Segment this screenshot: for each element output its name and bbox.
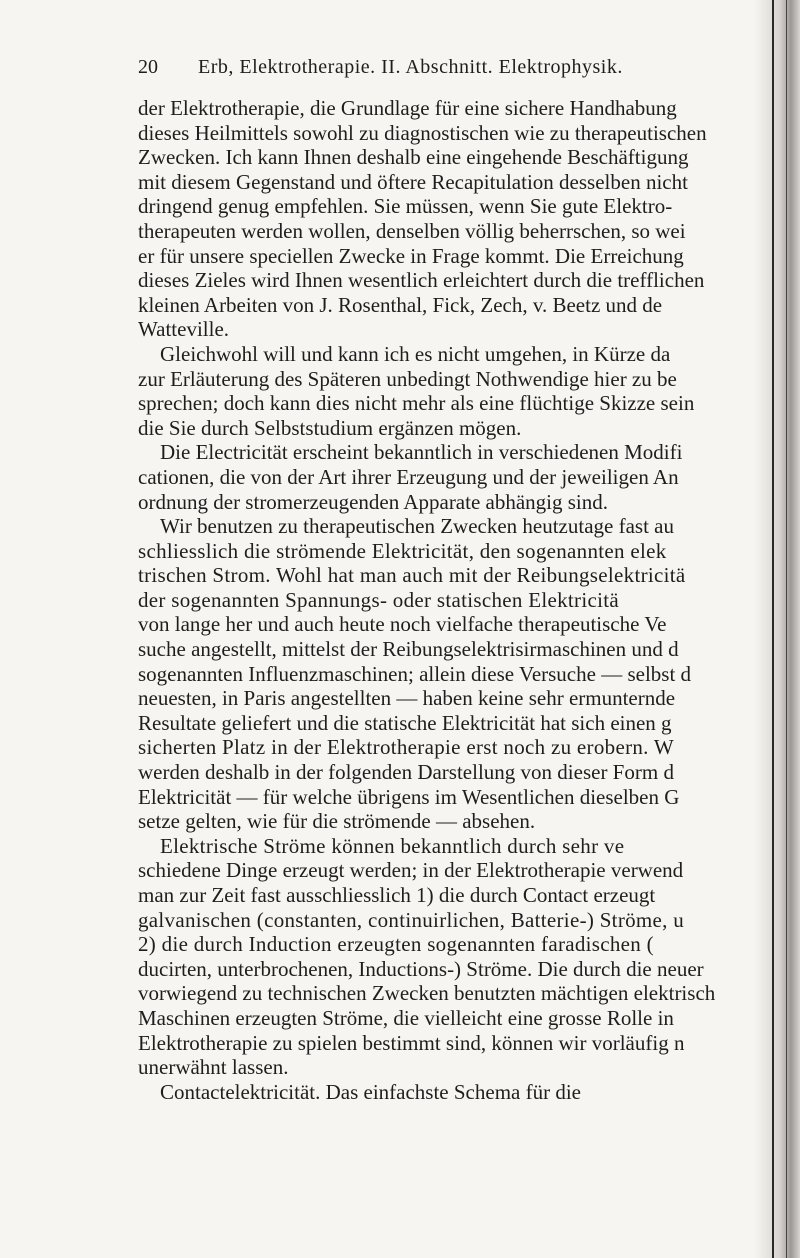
text-line: mit diesem Gegenstand und öftere Recapitulation desselben nicht <box>138 169 688 194</box>
text-line: Elektricität — für welche übrigens im Wesentlichen dieselben G <box>138 784 680 809</box>
page-edge-line <box>772 0 774 1258</box>
text-line: galvanischen (constanten, continuirlichen, Batterie-) Ströme, u <box>138 907 685 932</box>
running-head <box>138 55 718 79</box>
text-line: neuesten, in Paris angestellten — haben keine sehr ermunternde <box>138 686 676 711</box>
text-line: Watteville. <box>138 317 230 342</box>
body-text <box>138 96 758 1176</box>
text-line: Resultate geliefert und die statische Elektricität hat sich einen g <box>138 710 672 735</box>
text-line: zur Erläuterung des Späteren unbedingt Nothwendige hier zu be <box>138 366 677 391</box>
text-line: Contactelektricität. Das einfachste Schema für die <box>160 1079 581 1104</box>
text-line: therapeuten werden wollen, denselben völlig beherrschen, so wei <box>138 218 686 243</box>
text-line: Elektrische Ströme können bekanntlich durch sehr ve <box>160 833 625 858</box>
text-line: werden deshalb in der folgenden Darstellung von dieser Form d <box>138 760 674 785</box>
text-line: sprechen; doch kann dies nicht mehr als eine flüchtige Skizze sein <box>138 391 695 416</box>
text-line: dringend genug empfehlen. Sie müssen, wenn Sie gute Elektro- <box>138 194 673 219</box>
text-line: der Elektrotherapie, die Grundlage für eine sichere Handhabung <box>138 96 677 120</box>
text-line: trischen Strom. Wohl hat man auch mit der Reibungselektricitä <box>138 563 686 588</box>
text-line: 2) die durch Induction erzeugten sogenannten faradischen ( <box>138 932 654 957</box>
text-line: cationen, die von der Art ihrer Erzeugung und der jeweiligen An <box>138 464 679 489</box>
text-line: Maschinen erzeugten Ströme, die vielleicht eine grosse Rolle in <box>138 1005 674 1030</box>
text-line: schliesslich die strömende Elektricität, den sogenannten elek <box>138 538 667 563</box>
page-edge-line <box>786 0 787 1258</box>
text-line: Gleichwohl will und kann ich es nicht umgehen, in Kürze da <box>160 341 671 366</box>
text-line: unerwähnt lassen. <box>138 1055 289 1080</box>
text-line: vorwiegend zu technischen Zwecken benutzten mächtigen elektrisch <box>138 981 716 1006</box>
text-line: Zwecken. Ich kann Ihnen deshalb eine eingehende Beschäftigung <box>138 145 689 170</box>
page-number: 20 <box>138 56 158 78</box>
text-line: kleinen Arbeiten von J. Rosenthal, Fick, Zech, v. Beetz und de <box>138 292 663 317</box>
text-line: sicherten Platz in der Elektrotherapie erst noch zu erobern. W <box>138 735 675 760</box>
text-line: dieses Zieles wird Ihnen wesentlich erleichtert durch die trefflichen <box>138 268 705 293</box>
text-line: Die Electricität erscheint bekanntlich in verschiedenen Modifi <box>160 440 683 465</box>
text-line: er für unsere speciellen Zwecke in Frage kommt. Die Erreichung <box>138 243 684 268</box>
text-line: man zur Zeit fast ausschliesslich 1) die durch Contact erzeugt <box>138 883 656 907</box>
text-line: setze gelten, wie für die strömende — absehen. <box>138 809 536 834</box>
text-line: der sogenannten Spannungs- oder statischen Elektricitä <box>138 587 619 612</box>
text-line: suche angestellt, mittelst der Reibungselektrisirmaschinen und d <box>138 637 679 662</box>
text-line: die Sie durch Selbststudium ergänzen mögen. <box>138 415 522 440</box>
text-line: ducirten, unterbrochenen, Inductions-) Ströme. Die durch die neuer <box>138 956 704 981</box>
text-line: ordnung der stromerzeugenden Apparate abhängig sind. <box>138 489 609 514</box>
text-line: schiedene Dinge erzeugt werden; in der Elektrotherapie verwend <box>138 858 684 883</box>
text-line: Wir benutzen zu therapeutischen Zwecken heutzutage fast au <box>160 514 674 539</box>
text-line: sogenannten Influenzmaschinen; allein diese Versuche — selbst d <box>138 661 692 686</box>
text-line: dieses Heilmittels sowohl zu diagnostischen wie zu therapeutischen <box>138 120 707 145</box>
text-line: Elektrotherapie zu spielen bestimmt sind, können wir vorläufig n <box>138 1030 685 1055</box>
page-gutter-shadow <box>754 0 800 1258</box>
text-line: von lange her und auch heute noch vielfache therapeutische Ve <box>138 612 667 637</box>
running-title: Erb, Elektrotherapie. II. Abschnitt. Elektrophysik. <box>198 56 623 78</box>
